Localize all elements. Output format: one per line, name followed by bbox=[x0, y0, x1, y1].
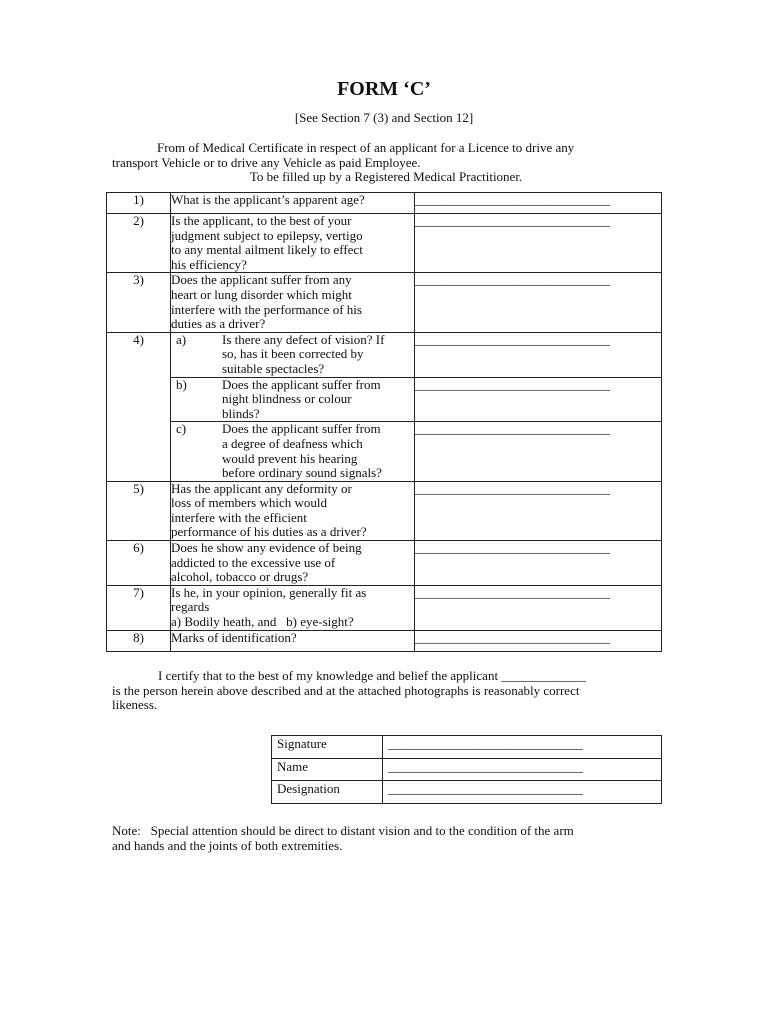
note-line: and hands and the joints of both extremities. bbox=[112, 837, 343, 853]
question-line: a) Bodily heath, and b) eye-sight? bbox=[171, 615, 354, 630]
certify-line: likeness. bbox=[112, 697, 158, 713]
question-line: Does the applicant suffer from bbox=[222, 377, 381, 392]
question-line: duties as a driver? bbox=[171, 317, 266, 332]
question-number: 7) bbox=[107, 585, 171, 630]
question-line: so, has it been corrected by bbox=[222, 347, 364, 362]
question-text bbox=[171, 541, 415, 586]
question-number: 8) bbox=[107, 630, 171, 651]
answer-field[interactable]: ______________________________ bbox=[415, 422, 662, 481]
question-line: Is there any defect of vision? If bbox=[222, 332, 385, 347]
question-line: before ordinary sound signals? bbox=[222, 466, 382, 481]
question-number: 2) bbox=[107, 214, 171, 273]
note-section bbox=[112, 824, 664, 853]
answer-field[interactable]: ______________________________ bbox=[415, 481, 662, 540]
question-row bbox=[107, 193, 662, 214]
question-line: Does the applicant suffer from any bbox=[171, 273, 352, 288]
intro-line: From of Medical Certificate in respect of an applicant for a Licence to drive any bbox=[157, 140, 575, 155]
note-line: Note: Special attention should be direct to distant vision and to the condition of the arm bbox=[112, 823, 574, 838]
question-row bbox=[107, 422, 662, 481]
question-text bbox=[171, 214, 415, 273]
question-text bbox=[171, 332, 415, 377]
signature-table bbox=[271, 735, 662, 804]
question-row bbox=[107, 585, 662, 630]
question-text bbox=[171, 585, 415, 630]
question-row bbox=[107, 377, 662, 422]
question-number: 5) bbox=[107, 481, 171, 540]
question-row bbox=[107, 481, 662, 540]
question-number: 1) bbox=[107, 193, 171, 214]
question-line: regards bbox=[171, 600, 210, 615]
question-line: alcohol, tobacco or drugs? bbox=[171, 570, 309, 585]
name-field[interactable]: ______________________________ bbox=[383, 758, 662, 781]
question-number: 4) bbox=[107, 332, 171, 481]
medical-questions-table bbox=[106, 192, 662, 652]
question-line: interfere with the performance of his bbox=[171, 302, 362, 317]
answer-field[interactable]: ______________________________ bbox=[415, 630, 662, 651]
signature-field[interactable]: ______________________________ bbox=[383, 736, 662, 759]
question-text bbox=[171, 481, 415, 540]
question-line: to any mental ailment likely to effect bbox=[171, 243, 363, 258]
intro-line: To be filled up by a Registered Medical Practitioner. bbox=[249, 169, 523, 185]
answer-field[interactable]: ______________________________ bbox=[415, 377, 662, 422]
question-row bbox=[107, 332, 662, 377]
intro-line: transport Vehicle or to drive any Vehicle as paid Employee. bbox=[112, 154, 421, 170]
question-line: Does the applicant suffer from bbox=[222, 422, 381, 437]
designation-row bbox=[272, 781, 662, 804]
question-line: would prevent his hearing bbox=[222, 451, 358, 466]
question-text bbox=[171, 377, 415, 422]
question-number: 6) bbox=[107, 541, 171, 586]
certify-line: is the person herein above described and at the attached photographs is reasonably correct bbox=[112, 682, 580, 698]
question-row bbox=[107, 273, 662, 332]
question-line: addicted to the excessive use of bbox=[171, 555, 336, 570]
form-subtitle: [See Section 7 (3) and Section 12] bbox=[294, 110, 474, 125]
answer-field[interactable]: ______________________________ bbox=[415, 585, 662, 630]
question-line: Is the applicant, to the best of your bbox=[171, 214, 352, 228]
name-row bbox=[272, 758, 662, 781]
question-number: 3) bbox=[107, 273, 171, 332]
question-line: Does he show any evidence of being bbox=[171, 541, 362, 556]
question-row bbox=[107, 630, 662, 651]
form-title: FORM ‘C’ bbox=[337, 78, 431, 100]
form-introduction bbox=[112, 141, 660, 185]
question-line: loss of members which would bbox=[171, 496, 327, 511]
sub-question-letter: c) bbox=[176, 421, 187, 437]
question-line: Has the applicant any deformity or bbox=[171, 481, 352, 496]
question-text: What is the applicant’s apparent age? bbox=[171, 193, 415, 214]
question-line: night blindness or colour bbox=[222, 392, 352, 407]
question-line: judgment subject to epilepsy, vertigo bbox=[171, 228, 363, 243]
answer-field[interactable]: ______________________________ bbox=[415, 332, 662, 377]
question-row bbox=[107, 214, 662, 273]
question-line: his efficiency? bbox=[171, 257, 247, 272]
signature-label: Signature bbox=[272, 736, 383, 759]
question-line: blinds? bbox=[222, 406, 260, 421]
sub-question-letter: a) bbox=[176, 331, 187, 347]
signature-row bbox=[272, 736, 662, 759]
designation-field[interactable]: ______________________________ bbox=[383, 781, 662, 804]
designation-label: Designation bbox=[272, 781, 383, 804]
answer-field[interactable]: ______________________________ bbox=[415, 273, 662, 332]
question-line: Is he, in your opinion, generally fit as bbox=[171, 585, 367, 600]
question-line: performance of his duties as a driver? bbox=[171, 525, 367, 540]
question-line: heart or lung disorder which might bbox=[171, 287, 352, 302]
answer-field[interactable]: ______________________________ bbox=[415, 541, 662, 586]
question-line: a degree of deafness which bbox=[222, 436, 363, 451]
answer-field[interactable]: ______________________________ bbox=[415, 193, 662, 214]
question-text bbox=[171, 422, 415, 481]
sub-question-letter: b) bbox=[176, 376, 187, 392]
certification-statement bbox=[112, 669, 660, 713]
name-label: Name bbox=[272, 758, 383, 781]
question-line: interfere with the efficient bbox=[171, 510, 307, 525]
certify-line: I certify that to the best of my knowledge and belief the applicant _____________ bbox=[158, 668, 586, 683]
question-row bbox=[107, 541, 662, 586]
question-text bbox=[171, 273, 415, 332]
answer-field[interactable]: ______________________________ bbox=[415, 214, 662, 273]
question-line: suitable spectacles? bbox=[222, 361, 325, 376]
question-text: Marks of identification? bbox=[171, 630, 415, 651]
